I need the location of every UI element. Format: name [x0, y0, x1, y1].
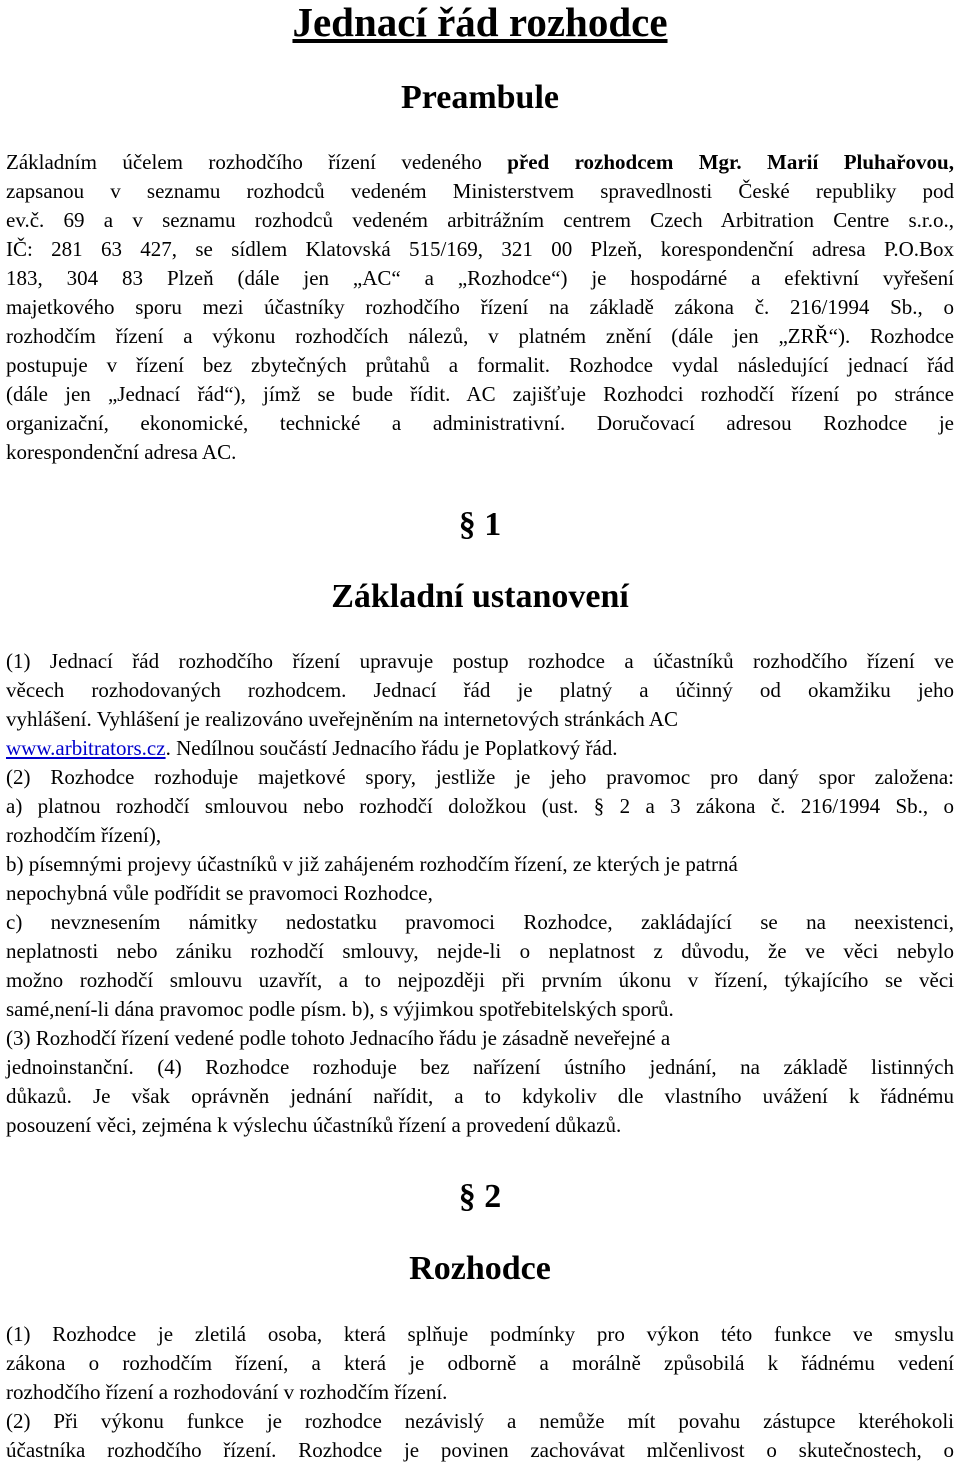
- text-span: organizační, ekonomické, technické a administrativní. Doručovací adresou Rozhodce je: [6, 411, 954, 435]
- text-span: samé,není-li dána pravomoc podle písm. b), s výjimkou spotřebitelských sporů.: [6, 997, 674, 1021]
- text-span: rozhodčího řízení a rozhodování v rozhodčím řízení.: [6, 1380, 448, 1404]
- text-line: [6, 879, 954, 908]
- text-line: [6, 148, 954, 177]
- text-span: rozhodčím řízení),: [6, 823, 162, 847]
- text-span: rozhodčím řízení a výkonu rozhodčích nálezů, v platném znění (dále jen „ZRŘ“). Rozhodce: [6, 324, 954, 348]
- text-line: [6, 1349, 954, 1378]
- text-span: Základním účelem rozhodčího řízení vedeného: [6, 150, 508, 174]
- text-span: (1) Jednací řád rozhodčího řízení upravuje postup rozhodce a účastníků rozhodčího řízení ve: [6, 649, 954, 673]
- section-1-body: [6, 647, 954, 1140]
- text-span: postupuje v řízení bez zbytečných průtahů a formalit. Rozhodce vydal následující jednací řád: [6, 353, 954, 377]
- text-line: [6, 235, 954, 264]
- text-line: [6, 792, 954, 821]
- text-line: [6, 409, 954, 438]
- text-line: [6, 380, 954, 409]
- text-line: [6, 322, 954, 351]
- text-line: [6, 1082, 954, 1111]
- text-span: možno rozhodčí smlouvu uzavřít, a to nejpozději při prvním úkonu v řízení, týkajícího se věci: [6, 968, 954, 992]
- section-1-number: § 1: [458, 506, 502, 543]
- text-line: [6, 705, 954, 734]
- text-line: [6, 821, 954, 850]
- bold-text: před rozhodcem Mgr. Marií Pluhařovou,: [507, 150, 954, 174]
- text-line: [6, 908, 954, 937]
- text-span: posouzení věci, zejména k výslechu účastníků řízení a provedení důkazů.: [6, 1113, 622, 1137]
- text-span: a) platnou rozhodčí smlouvou nebo rozhodčí doložkou (ust. § 2 a 3 zákona č. 216/1994 Sb., o: [6, 794, 954, 818]
- text-line: [6, 293, 954, 322]
- text-line: [6, 1053, 954, 1082]
- text-span: IČ: 281 63 427, se sídlem Klatovská 515/169, 321 00 Plzeň, korespondenční adresa P.O.Box: [6, 237, 954, 261]
- website-link[interactable]: www.arbitrators.cz: [6, 736, 166, 760]
- preamble-body: [6, 148, 954, 467]
- text-line: [6, 647, 954, 676]
- text-span: jednoinstanční. (4) Rozhodce rozhoduje bez nařízení ústního jednání, na základě listinných: [6, 1055, 954, 1079]
- text-line: [6, 1407, 954, 1436]
- text-span: zapsanou v seznamu rozhodců vedeném Ministerstvem spravedlnosti České republiky pod: [6, 179, 954, 203]
- text-line: [6, 206, 954, 235]
- text-span: věcech rozhodovaných rozhodcem. Jednací řád je platný a účinný od okamžiku jeho: [6, 678, 954, 702]
- section-2-heading: Rozhodce: [409, 1250, 551, 1287]
- text-span: nepochybná vůle podřídit se pravomoci Rozhodce,: [6, 881, 433, 905]
- text-line: [6, 966, 954, 995]
- text-span: c) nevznesením námitky nedostatku pravomoci Rozhodce, zakládající se na neexistenci,: [6, 910, 954, 934]
- text-span: vyhlášení. Vyhlášení je realizováno uveřejněním na internetových stránkách AC: [6, 707, 678, 731]
- text-line: [6, 351, 954, 380]
- text-span: ev.č. 69 a v seznamu rozhodců vedeném arbitrážním centrem Czech Arbitration Centre s.r.o.,: [6, 208, 954, 232]
- text-span: (3) Rozhodčí řízení vedené podle tohoto Jednacího řádu je zásadně neveřejné a: [6, 1026, 671, 1050]
- text-span: majetkového sporu mezi účastníky rozhodčího řízení na základě zákona č. 216/1994 Sb., o: [6, 295, 954, 319]
- text-span: účastníka rozhodčího řízení. Rozhodce je povinen zachovávat mlčenlivost o skutečnostech, o: [6, 1438, 954, 1462]
- text-line: [6, 676, 954, 705]
- preamble-heading: Preambule: [400, 79, 559, 116]
- text-line: [6, 1111, 954, 1140]
- section-2-body: [6, 1320, 954, 1465]
- text-line: [6, 995, 954, 1024]
- text-line: [6, 1024, 954, 1053]
- text-span: korespondenční adresa AC.: [6, 440, 237, 464]
- text-line: [6, 438, 954, 467]
- text-line: [6, 1378, 954, 1407]
- text-line: [6, 264, 954, 293]
- text-span: (1) Rozhodce je zletilá osoba, která splňuje podmínky pro výkon této funkce ve smyslu: [6, 1322, 954, 1346]
- section-2-number: § 2: [458, 1178, 502, 1215]
- text-span: (2) Při výkonu funkce je rozhodce nezávislý a nemůže mít povahu zástupce kteréhokoli: [6, 1409, 954, 1433]
- text-line: [6, 763, 954, 792]
- text-span: . Nedílnou součástí Jednacího řádu je Poplatkový řád.: [165, 736, 618, 760]
- section-1-heading: Základní ustanovení: [331, 578, 629, 615]
- text-span: neplatnosti nebo zániku rozhodčí smlouvy, nejde-li o neplatnost z důvodu, že ve věci nebylo: [6, 939, 954, 963]
- text-span: zákona o rozhodčím řízení, a která je odborně a morálně způsobilá k řádnému vedení: [6, 1351, 954, 1375]
- text-line: [6, 1320, 954, 1349]
- text-span: (dále jen „Jednací řád“), jímž se bude řídit. AC zajišťuje Rozhodci rozhodčí řízení po stránce: [6, 382, 954, 406]
- text-span: 183, 304 83 Plzeň (dále jen „AC“ a „Rozhodce“) je hospodárné a efektivní vyřešení: [6, 266, 954, 290]
- text-line: [6, 937, 954, 966]
- text-span: důkazů. Je však oprávněn jednání nařídit, a to kdykoliv dle vlastního uvážení k řádnému: [6, 1084, 954, 1108]
- text-line: [6, 850, 954, 879]
- text-line: [6, 1436, 954, 1465]
- text-line: [6, 177, 954, 206]
- text-span: (2) Rozhodce rozhoduje majetkové spory, jestliže je jeho pravomoc pro daný spor založena:: [6, 765, 954, 789]
- text-line: [6, 734, 954, 763]
- text-span: b) písemnými projevy účastníků v již zahájeném rozhodčím řízení, ze kterých je patrná: [6, 852, 738, 876]
- document-title: Jednací řád rozhodce: [292, 0, 668, 45]
